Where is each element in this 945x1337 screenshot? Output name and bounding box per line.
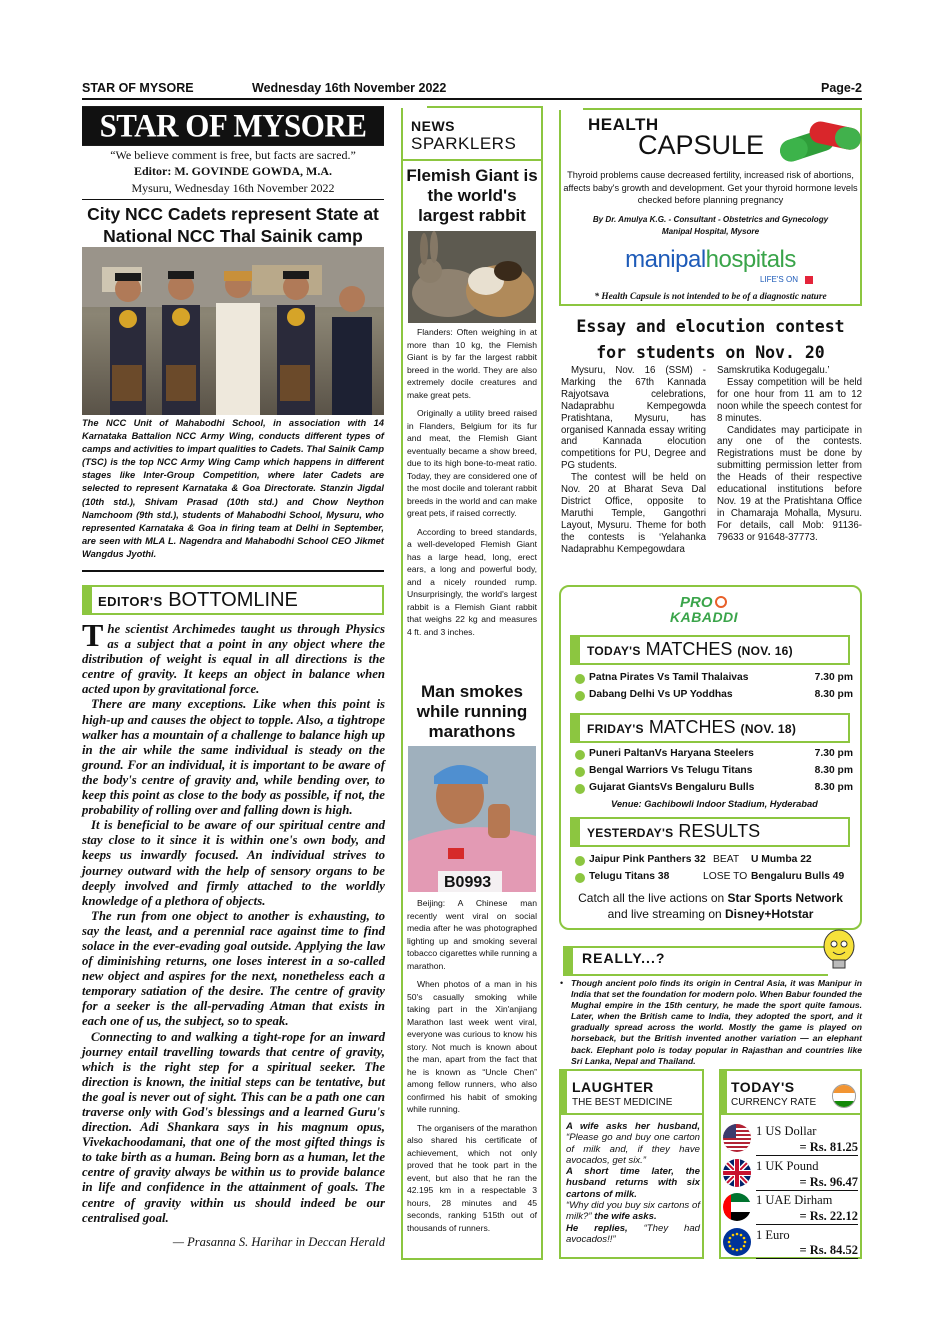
plus-icon bbox=[805, 276, 813, 284]
yesterday-results-title: YESTERDAY'S RESULTS bbox=[587, 821, 761, 841]
capsule-pill-icon bbox=[775, 113, 865, 170]
lightbulb-icon bbox=[820, 928, 858, 979]
story-paragraph: Originally a utility breed raised in Flanders, Belgium for its fur and meat, the Flemish Giant eventually became a show breed, due to its high bone-to-meat ratio. Today, they are considered one of the most docile and tolerant rabbit breeds in the world and can make great pets, if raised correctly. bbox=[407, 408, 537, 518]
sparklers-label-small: NEWS bbox=[411, 118, 455, 134]
match-row: Dabang Delhi Vs UP Yoddhas 8.30 pm bbox=[575, 688, 858, 704]
rabbit-photo bbox=[408, 231, 536, 323]
result-row: Telugu Titans 38 LOSE TO Bengaluru Bulls 49 bbox=[575, 870, 858, 886]
currency-name: 1 Euro bbox=[756, 1228, 790, 1242]
editorial-paragraph: It is beneficial to be aware of our spiritual centre and stay close to it since it is within one's own body, and keeps us inwardly focused. An individual strives to journey outward with the help of sensory organs to be deeply involved and firmly attached to the worldly knowledge of a plethora of objects. bbox=[82, 818, 385, 908]
currency-title: TODAY'S bbox=[731, 1079, 795, 1095]
kabaddi-venue: Venue: Gachibowli Indoor Stadium, Hyderabad bbox=[611, 799, 818, 809]
currency-value: = Rs. 96.47 bbox=[756, 1175, 858, 1191]
essay-column-1 bbox=[561, 365, 706, 556]
editorial-paragraph: The scientist Archimedes taught us through Physics as a subject that a point in any object where the distribution of weight is equal in all directions is the centre of gravity. It keeps an object in balance when acted upon by gravitational force. bbox=[82, 617, 385, 697]
ncc-headline: City NCC Cadets represent State at National NCC Thal Sainik camp bbox=[87, 204, 379, 246]
editorial-paragraph: The run from one object to another is exhausting, to say the least, and a perennial race against time to find solace in the ever-evading goal outside. Applying the law of diminishing returns, one loses interest in a so-called new object and aspires for the next, nonetheless each a temporary satiation of the desire. The centre of gravity for a seeker is the all-pervading Atman that exists in each one of us, the subject, so to speak. bbox=[82, 908, 385, 1029]
kabaddi-logo-top: PRO bbox=[680, 594, 713, 611]
match-row: Gujarat GiantsVs Bengaluru Bulls 8.30 pm bbox=[575, 781, 858, 797]
currency-name: 1 UK Pound bbox=[756, 1159, 819, 1173]
currency-value: = Rs. 84.52 bbox=[756, 1243, 858, 1259]
currency-subtitle: CURRENCY RATE bbox=[731, 1097, 817, 1108]
bullet-icon bbox=[575, 856, 585, 866]
masthead-dateline: Mysuru, Wednesday 16th November 2022 bbox=[131, 181, 335, 195]
issue-date: Wednesday 16th November 2022 bbox=[252, 81, 447, 95]
rabbit-story bbox=[407, 326, 537, 644]
result-row: Jaipur Pink Panthers 32 BEAT U Mumba 22 bbox=[575, 853, 858, 869]
sparklers-label-big: SPARKLERS bbox=[411, 134, 517, 153]
editorial-label bbox=[98, 589, 298, 612]
currency-value: = Rs. 22.12 bbox=[756, 1209, 858, 1225]
page-number: Page-2 bbox=[821, 81, 862, 95]
match-row: Puneri PaltanVs Haryana Steelers 7.30 pm bbox=[575, 747, 858, 763]
laughter-title: LAUGHTER bbox=[572, 1079, 654, 1095]
editorial-credit: — Prasanna S. Harihar in Deccan Herald bbox=[172, 1235, 385, 1249]
ncc-photo bbox=[82, 247, 384, 415]
masthead-editor: Editor: M. GOVINDE GOWDA, M.A. bbox=[134, 164, 332, 178]
header-rule bbox=[82, 98, 862, 100]
eu-flag-icon bbox=[723, 1228, 751, 1256]
marathon-headline: Man smokes while running marathons bbox=[416, 682, 528, 741]
essay-paragraph: Mysuru, Nov. 16 (SSM) - Marking the 67th Kannada Rajyotsava celebrations, Nadaprabhu Kempegowda Pratishtana, Mysuru, has organised Kannada essay writing and Kannada elocution competitions for PU, Degree and PG students. bbox=[561, 365, 706, 472]
essay-paragraph: The contest will be held on Nov. 20 at Bharat Seva Dal District Office, opposite to Maruthi Temple, Gangothri Layout, Mysuru. Theme for both the contests is ‘Yelahanka Nadaprabhu Kempegowdara bbox=[561, 472, 706, 555]
today-matches-title: TODAY'S MATCHES (NOV. 16) bbox=[587, 639, 793, 659]
joke-line: He replies, “They had avocados!!” bbox=[566, 1222, 700, 1245]
bullet-icon bbox=[575, 691, 585, 701]
currency-name: 1 UAE Dirham bbox=[756, 1193, 833, 1207]
runner-photo bbox=[408, 746, 536, 892]
india-flag-icon bbox=[832, 1084, 856, 1108]
masthead-logo: STAR OF MYSORE bbox=[82, 106, 384, 146]
essay-paragraph: Candidates may participate in any one of the contests. Registrations must be done by submitting permission letter from the Heads of their respective educational institutions before Nov. 19 at the Pratishtana Office in Chamaraja Mohalla, Mysuru. For details, call Mob: 91136-79633 or 91648-37773. bbox=[717, 424, 862, 543]
essay-paragraph: Essay competition will be held for one hour from 11 am to 12 noon while the speech contest for 8 minutes. bbox=[717, 376, 862, 424]
drop-cap: T bbox=[82, 617, 104, 653]
currency-name: 1 US Dollar bbox=[756, 1124, 817, 1138]
manipal-tagline: LIFE'S ON bbox=[760, 275, 798, 284]
currency-value: = Rs. 81.25 bbox=[756, 1140, 858, 1156]
story-paragraph: When photos of a man in his 50's casually smoking while taking part in the Xin'anjiang Marathon last week went viral, everyone was curious to know his story. Not much is known about the man, apart from the fact that he is known as “Uncle Chen” among fellow runners, who also confirmed his habit of smoking while running. bbox=[407, 979, 537, 1114]
sparklers-rule bbox=[401, 159, 543, 161]
really-title: REALLY...? bbox=[582, 950, 666, 966]
story-paragraph: The organisers of the marathon also shared his certificate of achievement, which not only proved that he took part in the event, but also that he ran the 42.195 km in a respectable 3 hours, 28 minutes and 45 seconds, ranking 515th out of thousands of runners. bbox=[407, 1122, 537, 1233]
friday-matches-title: FRIDAY'S MATCHES (NOV. 18) bbox=[587, 717, 797, 737]
joke-line: A short time later, the husband returns with six cartons of milk. bbox=[566, 1166, 700, 1200]
bullet-icon bbox=[575, 784, 585, 794]
editorial-body bbox=[82, 617, 385, 1226]
bullet-icon bbox=[575, 674, 585, 684]
laughter-subtitle: THE BEST MEDICINE bbox=[572, 1097, 673, 1108]
masthead-motto: “We believe comment is free, but facts are sacred.” bbox=[110, 148, 356, 162]
kabaddi-logo-bottom: KABADDI bbox=[670, 609, 739, 625]
joke-line: “Why did you buy six cartons of milk?” the wife asks. bbox=[566, 1200, 700, 1223]
match-row: Patna Pirates Vs Tamil Thalaivas 7.30 pm bbox=[575, 671, 858, 687]
health-text: Thyroid problems cause decreased fertility, increased risk of abortions, affects baby's growth and development. Get your thyroid hormone levels checked before planning pregnancy bbox=[563, 170, 858, 206]
health-label-small: HEALTH bbox=[588, 115, 659, 134]
essay-column-2 bbox=[717, 365, 862, 544]
health-doctor: By Dr. Amulya K.G. - Consultant - Obstetrics and Gynecology Manipal Hospital, Mysore bbox=[592, 215, 829, 236]
bullet-icon bbox=[575, 873, 585, 883]
kabaddi-live-line: Catch all the live actions on Star Sports Network and live streaming on Disney+Hotstar bbox=[578, 891, 843, 921]
editorial-paragraph: There are many exceptions. Like when this point is high-up and causes the object to topple. Also, a tightrope walker has a mountain of a challenge to balance high up in the air while the same individual is steady on the ground. For an individual, it is important to be aware of the body's centre of gravity and, while bending over, to keep this point as close to the body as possible, if not, the probability of rolling over and falling down is high. bbox=[82, 697, 385, 818]
match-row: Bengal Warriors Vs Telugu Titans 8.30 pm bbox=[575, 764, 858, 780]
essay-paragraph: Samskrutika Kodugegalu.’ bbox=[717, 365, 830, 376]
manipal-logo: manipalhospitals bbox=[625, 246, 796, 273]
paper-name: STAR OF MYSORE bbox=[82, 81, 194, 95]
bullet-icon bbox=[575, 767, 585, 777]
page-header bbox=[82, 79, 862, 99]
essay-headline: Essay and elocution contest for students on Nov. 20 bbox=[576, 317, 845, 362]
runner-bib: B0993 bbox=[444, 874, 492, 891]
joke-line: A wife asks her husband, “Please go and buy one carton of milk and, if they have avocados, get six.” bbox=[566, 1121, 700, 1166]
rabbit-headline: Flemish Giant is the world's largest rabbit bbox=[406, 166, 538, 225]
bullet-icon bbox=[575, 750, 585, 760]
laughter-text bbox=[566, 1121, 700, 1245]
editorial-label-small: EDITOR'S bbox=[98, 594, 163, 609]
really-bullet: • bbox=[560, 978, 564, 988]
uae-flag-icon bbox=[723, 1193, 751, 1221]
story-paragraph: Beijing: A Chinese man recently went viral on social media after he was photographed lighting up and smoking several tobacco cigarettes while running a marathon. bbox=[407, 898, 537, 971]
marathon-story bbox=[407, 897, 537, 1240]
us-flag-icon bbox=[723, 1124, 751, 1152]
editorial-label-big: BOTTOMLINE bbox=[168, 589, 298, 611]
kabaddi-logo-icon bbox=[715, 596, 727, 608]
ncc-rule bbox=[82, 570, 384, 572]
health-disclaimer: * Health Capsule is not intended to be of a diagnostic nature bbox=[594, 292, 827, 302]
uk-flag-icon bbox=[723, 1159, 751, 1187]
health-label-big: CAPSULE bbox=[638, 130, 765, 160]
story-paragraph: According to breed standards, a well-developed Flemish Giant has a large head, long, erect ears, a long and powerful body, and a nicely rounded rump. Unsurprisingly, the world's largest rabbit is a Flemish Giant rabbit that weighs 22 kg and measures 4 ft. and 3 inches. bbox=[407, 526, 537, 637]
masthead-rule bbox=[82, 199, 384, 200]
editorial-paragraph: Connecting to and walking a tight-rope for an inward journey entail travelling towards that centre of gravity, which is the right step for a spiritual seeker. The direction is known, the initial steps can be tentative, but the goal is never out of sight. This can be a path one can traverse only with God's blessings and a learned Guru's direction. Adi Shankara says in his magnum opus, Vivekachoodamani, that one of the most gifted things is to take birth as a human. Being born as a human, let the centre of gravity always be within us to provide balance in life and confidence in the attainment of goals. The centre of gravity within us should indeed be our centralised goal. bbox=[82, 1029, 385, 1225]
really-text: Though ancient polo finds its origin in Central Asia, it was Manipur in India that set the foundation for modern polo. When Babur founded the Mughal empire in the 15th century, he made the sport quite famous. Later, when the British came to India, they adopted the sport, and it gradually spread across the world. Mostly the game is played on horseback, but the British invented another variation — an elephant back. Elephant polo is today popular in Rajasthan and countries like Sri Lanka, Nepal and Thailand. bbox=[571, 978, 862, 1066]
ncc-caption: The NCC Unit of Mahabodhi School, in association with 14 Karnataka Battalion NCC Army Wing, conducts different types of camps and activities to impart qualities to Cadets. Thal Sainik Camp (TSC) is the top NCC Army Wing Camp which happens in different stages like Inter-Group Competition, where later Cadets are selected to represent Karnataka & Goa Directorate. Stanzin Jigdal (10th std.), Shivam Prasad (10th std.) and Chow Neython Namchoom (9th std.), students of Mahabodhi School, Mysuru, who represented Karnataka & Goa in firing team at Delhi in September, are seen with MLA L. Nagendra and Mahabodhi School CEO Jikmet Wangdus Jyothi. bbox=[82, 418, 384, 559]
story-paragraph: Flanders: Often weighing in at more than 10 kg, the Flemish Giant is by far the largest rabbit breed in the world. They are also extremely docile creatures and make great pets. bbox=[407, 327, 537, 400]
